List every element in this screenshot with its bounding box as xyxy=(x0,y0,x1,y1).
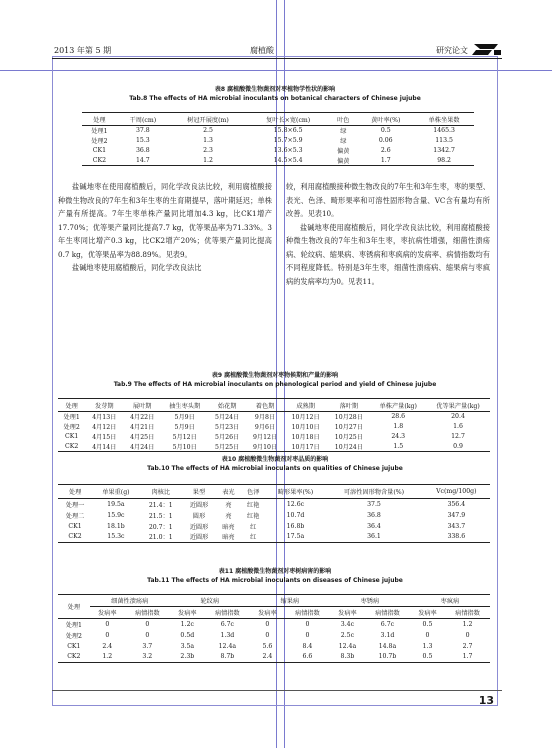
cell: 处理二 xyxy=(65,512,85,520)
cell: 1.6 xyxy=(453,423,463,430)
cell: 0.5d xyxy=(180,631,195,639)
col-header: 发病率 xyxy=(178,610,197,617)
cell: 28.6 xyxy=(391,413,406,421)
cell: 113.5 xyxy=(435,137,453,144)
cell: 36.8 xyxy=(367,511,381,519)
col-header: 树冠开展度(m) xyxy=(187,116,229,124)
cell: 0 xyxy=(265,631,270,639)
cell: 4月15日 xyxy=(92,434,117,441)
cell: 4月21日 xyxy=(130,424,155,431)
cell: CK2 xyxy=(68,533,82,541)
cell: 2.4 xyxy=(262,653,273,661)
table-header-row xyxy=(58,399,490,412)
cell: 10月18日 xyxy=(291,434,320,441)
col-header: 始花期 xyxy=(217,402,237,410)
table-subheader-row xyxy=(58,607,490,619)
col-header: 抽生枣头期 xyxy=(169,402,201,410)
cell: 1342.7 xyxy=(433,147,455,154)
cell: 13.6×5.3 xyxy=(273,147,303,154)
cell: 亮 xyxy=(225,501,232,509)
cell: 37.5 xyxy=(367,500,381,508)
cell: 4月25日 xyxy=(130,434,155,441)
table-row xyxy=(58,510,490,521)
cell: 4月22日 xyxy=(130,414,155,422)
cell: 12.6c xyxy=(286,500,305,508)
cell: 9月10日 xyxy=(252,443,278,451)
cell: 0 xyxy=(145,631,150,639)
journal-logo-icon xyxy=(472,42,502,57)
cell: 1.5 xyxy=(393,442,404,450)
cell: CK1 xyxy=(68,522,82,530)
col-header: 落叶期 xyxy=(339,402,359,410)
cell: 0 xyxy=(105,620,110,628)
cell: 处理2 xyxy=(91,138,108,145)
cell: 5月12日 xyxy=(172,434,197,441)
cell: 2.3 xyxy=(203,147,213,154)
cell: 5月25日 xyxy=(215,443,240,451)
cell: 14.8a xyxy=(378,642,397,650)
cell: 4月24日 xyxy=(130,443,155,451)
cell: 15.3c xyxy=(107,533,125,541)
cell: 356.4 xyxy=(447,500,466,508)
cell: 红 xyxy=(250,523,257,531)
cell: CK2 xyxy=(92,156,107,164)
col-header: 单株产量(kg) xyxy=(379,402,417,410)
cell: 处理一 xyxy=(65,501,85,509)
cell: 9月8日 xyxy=(254,414,276,422)
cell: 6.7c xyxy=(380,620,395,628)
cell: 偏黄 xyxy=(337,157,350,165)
cell: 3.5a xyxy=(180,642,195,650)
cell: 12.4a xyxy=(338,642,357,650)
cell: 2.5 xyxy=(203,127,213,135)
col-header: 色泽 xyxy=(247,489,260,496)
table8-caption-cn: 表8 腐植酸微生物菌剂对枣植物学性状的影响 xyxy=(214,86,336,93)
col-header: 发病率 xyxy=(418,610,437,617)
journal-title: 腐植酸 xyxy=(250,46,274,55)
col-header: 发病率 xyxy=(338,610,357,617)
table8 xyxy=(82,112,474,166)
col-header: 展叶期 xyxy=(132,402,152,410)
cell: 21.4：1 xyxy=(148,501,173,509)
col-header: 复叶长×宽(cm) xyxy=(266,116,311,124)
cell: 10月17日 xyxy=(291,443,320,451)
body-column-left xyxy=(58,180,272,275)
cell: 10月28日 xyxy=(334,414,363,422)
cell: 24.3 xyxy=(391,433,406,440)
cell: 14.7 xyxy=(135,156,150,164)
paragraph: 盐碱地枣在使用腐植酸后，同化学改良法比较，利用腐植酸接种微生物改良的7年生和3年生枣的生育期提早，落叶期延迟；单株产量有所提高。7年生枣单株产量同比增加4.3 kg，比CK1增产17.70%；优等果产量同比提高7.7 kg，优等果品率为71.33%。3年生枣同比增产0.3 kg，比CK2增产20%；优等果产量同比提高0.7 kg，优等果品率为88.89%。见表9。 xyxy=(58,182,272,259)
table10-caption-cn: 表10 腐植酸微生物菌剂对枣品质的影响 xyxy=(221,456,329,463)
table-row xyxy=(58,422,490,432)
table10-caption xyxy=(60,454,490,472)
cell: 4月12日 xyxy=(92,424,117,431)
cell: 15.8×6.5 xyxy=(273,127,303,135)
col-group-header: 缩果病 xyxy=(250,595,330,607)
table10 xyxy=(58,484,490,543)
table-row xyxy=(58,641,490,652)
cell: 0 xyxy=(465,631,470,639)
table-header-row xyxy=(58,485,490,499)
cell: 0 xyxy=(425,631,430,639)
cell: 6.6 xyxy=(302,653,313,661)
cell: 0 xyxy=(105,631,110,639)
cell: 近圆形 xyxy=(189,534,209,542)
cell: 5.6 xyxy=(262,642,273,650)
cell: 18.1b xyxy=(107,522,125,530)
cell: 10月27日 xyxy=(334,424,363,431)
col-header: Vc(mg/100g) xyxy=(436,488,477,495)
cell: CK1 xyxy=(92,147,107,154)
table-header-row xyxy=(82,113,474,126)
cell: 10.7b xyxy=(378,653,397,661)
cell: 15.3 xyxy=(135,137,150,144)
cell: 8.4 xyxy=(302,642,313,650)
cell: 12.7 xyxy=(451,433,465,440)
cell: 0.5 xyxy=(422,653,433,661)
col-group-header: 枣锈病 xyxy=(330,595,410,607)
cell: 0 xyxy=(145,620,150,628)
cell: 1.3 xyxy=(422,642,433,650)
cell: 圆形 xyxy=(192,512,206,520)
table10-caption-en: Tab.10 The effects of HA microbial inoculants on qualities of Chinese jujube xyxy=(147,465,403,472)
cell: 14.5×5.4 xyxy=(273,156,303,164)
cell: 1465.3 xyxy=(433,127,455,135)
cell: 红艳 xyxy=(247,512,260,520)
cell: 36.4 xyxy=(367,522,381,530)
col-header: 肉核比 xyxy=(151,489,171,496)
cell: 0 xyxy=(305,620,310,628)
cell: 0.9 xyxy=(453,442,463,450)
cell: 0 xyxy=(305,631,310,639)
cell: 10月12日 xyxy=(291,414,320,422)
table-row xyxy=(58,521,490,532)
cell: 绿 xyxy=(340,138,347,145)
cell: 338.6 xyxy=(447,533,466,541)
cell: 1.7 xyxy=(380,156,391,164)
cell: CK1 xyxy=(65,433,79,440)
cell: 2.6 xyxy=(380,147,391,154)
cell: 1.2 xyxy=(102,653,113,661)
col-header: 发病率 xyxy=(98,610,117,617)
col-header: 处理 xyxy=(58,595,90,619)
cell: 近圆形 xyxy=(189,523,209,531)
table11 xyxy=(58,594,490,663)
cell: 1.8 xyxy=(393,423,404,430)
table-row xyxy=(58,442,490,452)
col-header: 病情指数 xyxy=(295,610,320,617)
col-header: 发病率 xyxy=(258,610,277,617)
col-header: 病情指数 xyxy=(214,610,240,617)
col-header: 病情指数 xyxy=(375,610,400,617)
cell: 10月24日 xyxy=(334,443,363,451)
cell: 5月9日 xyxy=(174,424,195,431)
cell: 343.7 xyxy=(447,522,466,530)
cell: 3.4c xyxy=(340,620,355,628)
cell: 亮 xyxy=(225,512,232,520)
col-header: 可溶性固形物含量(%) xyxy=(343,489,405,496)
cell: 98.2 xyxy=(437,156,451,164)
col-header: 处理 xyxy=(68,489,82,496)
col-header: 叶色 xyxy=(337,116,350,124)
col-header: 单株坐果数 xyxy=(428,116,460,124)
cell: 36.1 xyxy=(367,533,381,541)
cell: 15.7×5.9 xyxy=(273,137,303,144)
col-group-header: 细菌性溃疡病 xyxy=(90,595,170,607)
cell: 5月23日 xyxy=(215,424,240,431)
col-header: 病情指数 xyxy=(134,610,160,617)
cell: 3.2 xyxy=(142,653,153,661)
cell: 暗亮 xyxy=(222,523,235,531)
cell: 10.7d xyxy=(286,511,305,519)
cell: 3.1d xyxy=(380,631,395,639)
cell: 10月25日 xyxy=(334,434,363,441)
col-header: 单果重(g) xyxy=(102,489,130,496)
table-row xyxy=(58,499,490,510)
cell: 8.3b xyxy=(340,653,355,661)
table-row xyxy=(82,126,474,136)
cell: 处理2 xyxy=(65,632,82,640)
cell: 0.06 xyxy=(378,137,393,144)
col-group-header: 轮纹病 xyxy=(170,595,250,607)
cell: 处理1 xyxy=(91,128,108,136)
table9-caption-cn: 表9 腐植酸微生物菌剂对枣物候期和产量的影响 xyxy=(211,372,339,379)
cell: 1.2 xyxy=(462,620,473,628)
cell: 2.3b xyxy=(180,653,195,661)
footer-rule xyxy=(52,690,502,691)
paragraph: 盐碱地枣使用腐植酸后，同化学改良法比较，利用腐植酸接种微生物改良的7年生和3年生枣，枣抗病性增强，细菌性溃疡病、轮纹病、缩果病、枣锈病和枣疯病的发病率、病情指数均有不同程度降低。特别是3年生枣，细菌性溃疡病、缩果病与枣疯病的发病率均为0。见表11。 xyxy=(286,222,490,286)
cell: CK2 xyxy=(67,653,81,661)
table8-caption xyxy=(60,84,490,102)
col-header: 发芽期 xyxy=(95,402,114,410)
cell: 37.8 xyxy=(135,127,150,135)
paragraph: 较，利用腐植酸接种微生物改良的7年生和3年生枣，枣的果型、表光、色泽、畸形果率和可溶性固形物含量、VC含有量均有所改善。见表10。 xyxy=(286,182,490,218)
paragraph: 盐碱地枣使用腐植酸后，同化学改良法比 xyxy=(72,263,202,272)
cell: 红 xyxy=(250,534,257,542)
cell: 6.7c xyxy=(220,620,235,628)
cell: 8.7b xyxy=(220,653,235,661)
body-column-right xyxy=(286,180,490,288)
cell: 17.5a xyxy=(286,533,305,541)
cell: 2.4 xyxy=(102,642,113,650)
table11-caption xyxy=(60,566,490,584)
table9-caption xyxy=(60,370,490,388)
cell: 0.5 xyxy=(380,127,391,135)
table-row xyxy=(82,146,474,156)
col-header: 果型 xyxy=(192,489,206,496)
cell: 0 xyxy=(265,620,270,628)
header-rule xyxy=(52,58,502,59)
page-header xyxy=(54,42,502,58)
cell: 0.5 xyxy=(422,620,433,628)
cell: 1.2 xyxy=(203,156,213,164)
cell: 5月24日 xyxy=(215,414,240,422)
cell: 处理2 xyxy=(63,424,80,431)
cell: 21.5：1 xyxy=(148,512,173,520)
cell: 4月14日 xyxy=(92,443,117,451)
cell: 9月6日 xyxy=(254,424,276,431)
cell: 近圆形 xyxy=(189,501,209,509)
cell: 9月12日 xyxy=(252,434,278,441)
cell: 36.8 xyxy=(135,147,150,154)
col-header: 处理 xyxy=(93,116,106,124)
cell: 2.7 xyxy=(462,642,473,650)
issue-label: 2013 年第 5 期 xyxy=(54,46,112,55)
cell: 3.7 xyxy=(142,642,153,650)
cell: 21.0：1 xyxy=(148,534,173,542)
cell: 19.5a xyxy=(107,500,125,508)
cell: 1.3d xyxy=(220,631,235,639)
col-header: 成熟期 xyxy=(296,402,315,410)
table9 xyxy=(58,398,490,452)
cell: 5月9日 xyxy=(174,414,195,422)
table9-caption-en: Tab.9 The effects of HA microbial inoculants on phenological period and yield of Chinese jujube xyxy=(113,381,437,388)
cell: 2.5c xyxy=(340,631,355,639)
section-label: 研究论文 xyxy=(436,46,468,55)
col-header: 黄叶率(%) xyxy=(371,116,401,124)
table-row xyxy=(58,412,490,422)
cell: 偏黄 xyxy=(337,148,350,155)
table11-caption-cn: 表11 腐植酸微生物菌剂对枣树病害的影响 xyxy=(218,568,332,575)
table-row xyxy=(58,652,490,663)
cell: 15.9c xyxy=(107,511,125,519)
table-row xyxy=(82,156,474,166)
cell: 5月26日 xyxy=(215,434,240,441)
cell: 4月13日 xyxy=(92,414,117,422)
cell: 1.7 xyxy=(462,653,473,661)
col-header: 病情指数 xyxy=(455,610,480,617)
cell: 处理1 xyxy=(65,621,82,629)
cell: 12.4a xyxy=(218,642,237,650)
cell: 1.3 xyxy=(203,137,213,144)
cell: 绿 xyxy=(340,128,347,136)
cell: 红艳 xyxy=(247,501,260,509)
cell: CK1 xyxy=(67,642,81,650)
col-header: 处理 xyxy=(65,402,78,410)
cell: 20.4 xyxy=(451,413,465,421)
table-row xyxy=(58,432,490,442)
table-row xyxy=(58,619,490,630)
cell: 5月10日 xyxy=(172,443,197,451)
col-group-header: 枣疯病 xyxy=(410,595,490,607)
table-header-row xyxy=(58,595,490,607)
cell: 1.2c xyxy=(180,620,194,628)
page-number: 13 xyxy=(478,694,494,707)
col-header: 着色期 xyxy=(255,402,275,410)
cell: 20.7：1 xyxy=(148,523,173,531)
col-header: 表光 xyxy=(222,489,235,496)
cell: 暗亮 xyxy=(222,534,235,542)
col-header: 优等果产量(kg) xyxy=(436,402,480,410)
table11-caption-en: Tab.11 The effects of HA microbial inoculants on diseases of Chinese jujube xyxy=(147,577,403,584)
table-row xyxy=(82,136,474,146)
cell: 347.9 xyxy=(447,511,466,519)
cell: 10月10日 xyxy=(291,424,320,431)
table8-caption-en: Tab.8 The effects of HA microbial inoculants on botanical characters of Chinese jujube xyxy=(129,95,421,102)
cell: 16.8b xyxy=(286,522,305,530)
table-row xyxy=(58,630,490,641)
cell: 处理1 xyxy=(63,414,80,422)
cell: CK2 xyxy=(65,442,79,450)
table-row xyxy=(58,532,490,543)
col-header: 干周(cm) xyxy=(129,116,157,124)
col-header: 畸形果率(%) xyxy=(277,489,314,496)
